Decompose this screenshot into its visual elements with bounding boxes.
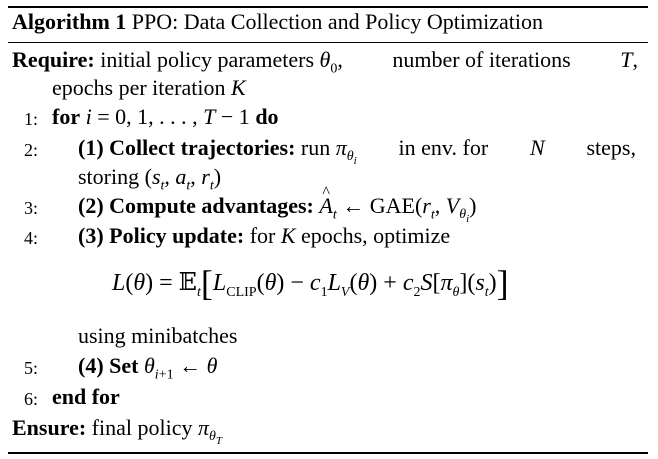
algorithm-title: PPO: Data Collection and Policy Optimization bbox=[131, 9, 543, 34]
step-advantages: (2) Compute advantages: ^ $A_t$ ← $GAE(r_t$, $V_{\theta_i}$) bbox=[78, 193, 476, 219]
step-policy-update: (3) Policy update: for K epochs, optimize bbox=[78, 223, 451, 248]
line-number-1: 1: bbox=[24, 109, 39, 129]
step-set: (4) Set $\theta_{i+1}$ ← θ bbox=[78, 353, 218, 383]
bottom-rule bbox=[8, 452, 648, 454]
line-number-6: 6: bbox=[24, 389, 39, 409]
line-number-2: 2: bbox=[24, 140, 39, 160]
ensure-line: Ensure: final policy $\pi_{\theta_T}$ bbox=[12, 415, 223, 448]
minibatch-line: using minibatches bbox=[78, 323, 238, 348]
line-number-5: 5: bbox=[24, 358, 39, 378]
algorithm-label: Algorithm 1 bbox=[12, 9, 127, 34]
line-number-3: 3: bbox=[24, 198, 39, 218]
end-for-line: end for bbox=[52, 384, 120, 409]
require-line: Require: initial policy parameters $\theta_0$, number of iterations T, bbox=[12, 47, 638, 77]
require-line-2: epochs per iteration K bbox=[52, 75, 246, 100]
require-keyword: Require: bbox=[12, 47, 95, 72]
top-rule bbox=[8, 6, 648, 8]
mid-rule bbox=[8, 42, 648, 43]
step-collect: (1) Collect trajectories: run $\pi_{\theta_i}$ in env. for N steps, bbox=[78, 135, 636, 168]
line-number-4: 4: bbox=[24, 228, 39, 248]
for-line: for i = 0, 1, . . . , T − 1 do bbox=[52, 104, 279, 129]
ensure-keyword: Ensure: bbox=[12, 415, 87, 440]
algorithm-caption bbox=[12, 9, 543, 35]
objective-equation: $L(\theta) = 𝔼_t[L_{CLIP}(\theta) - c_1L_V(\theta) + c_2S[\pi_\theta](s_t)]$ bbox=[112, 263, 509, 303]
step-collect-2: storing ($s_t$, $a_t$, $r_t$) bbox=[78, 164, 222, 194]
